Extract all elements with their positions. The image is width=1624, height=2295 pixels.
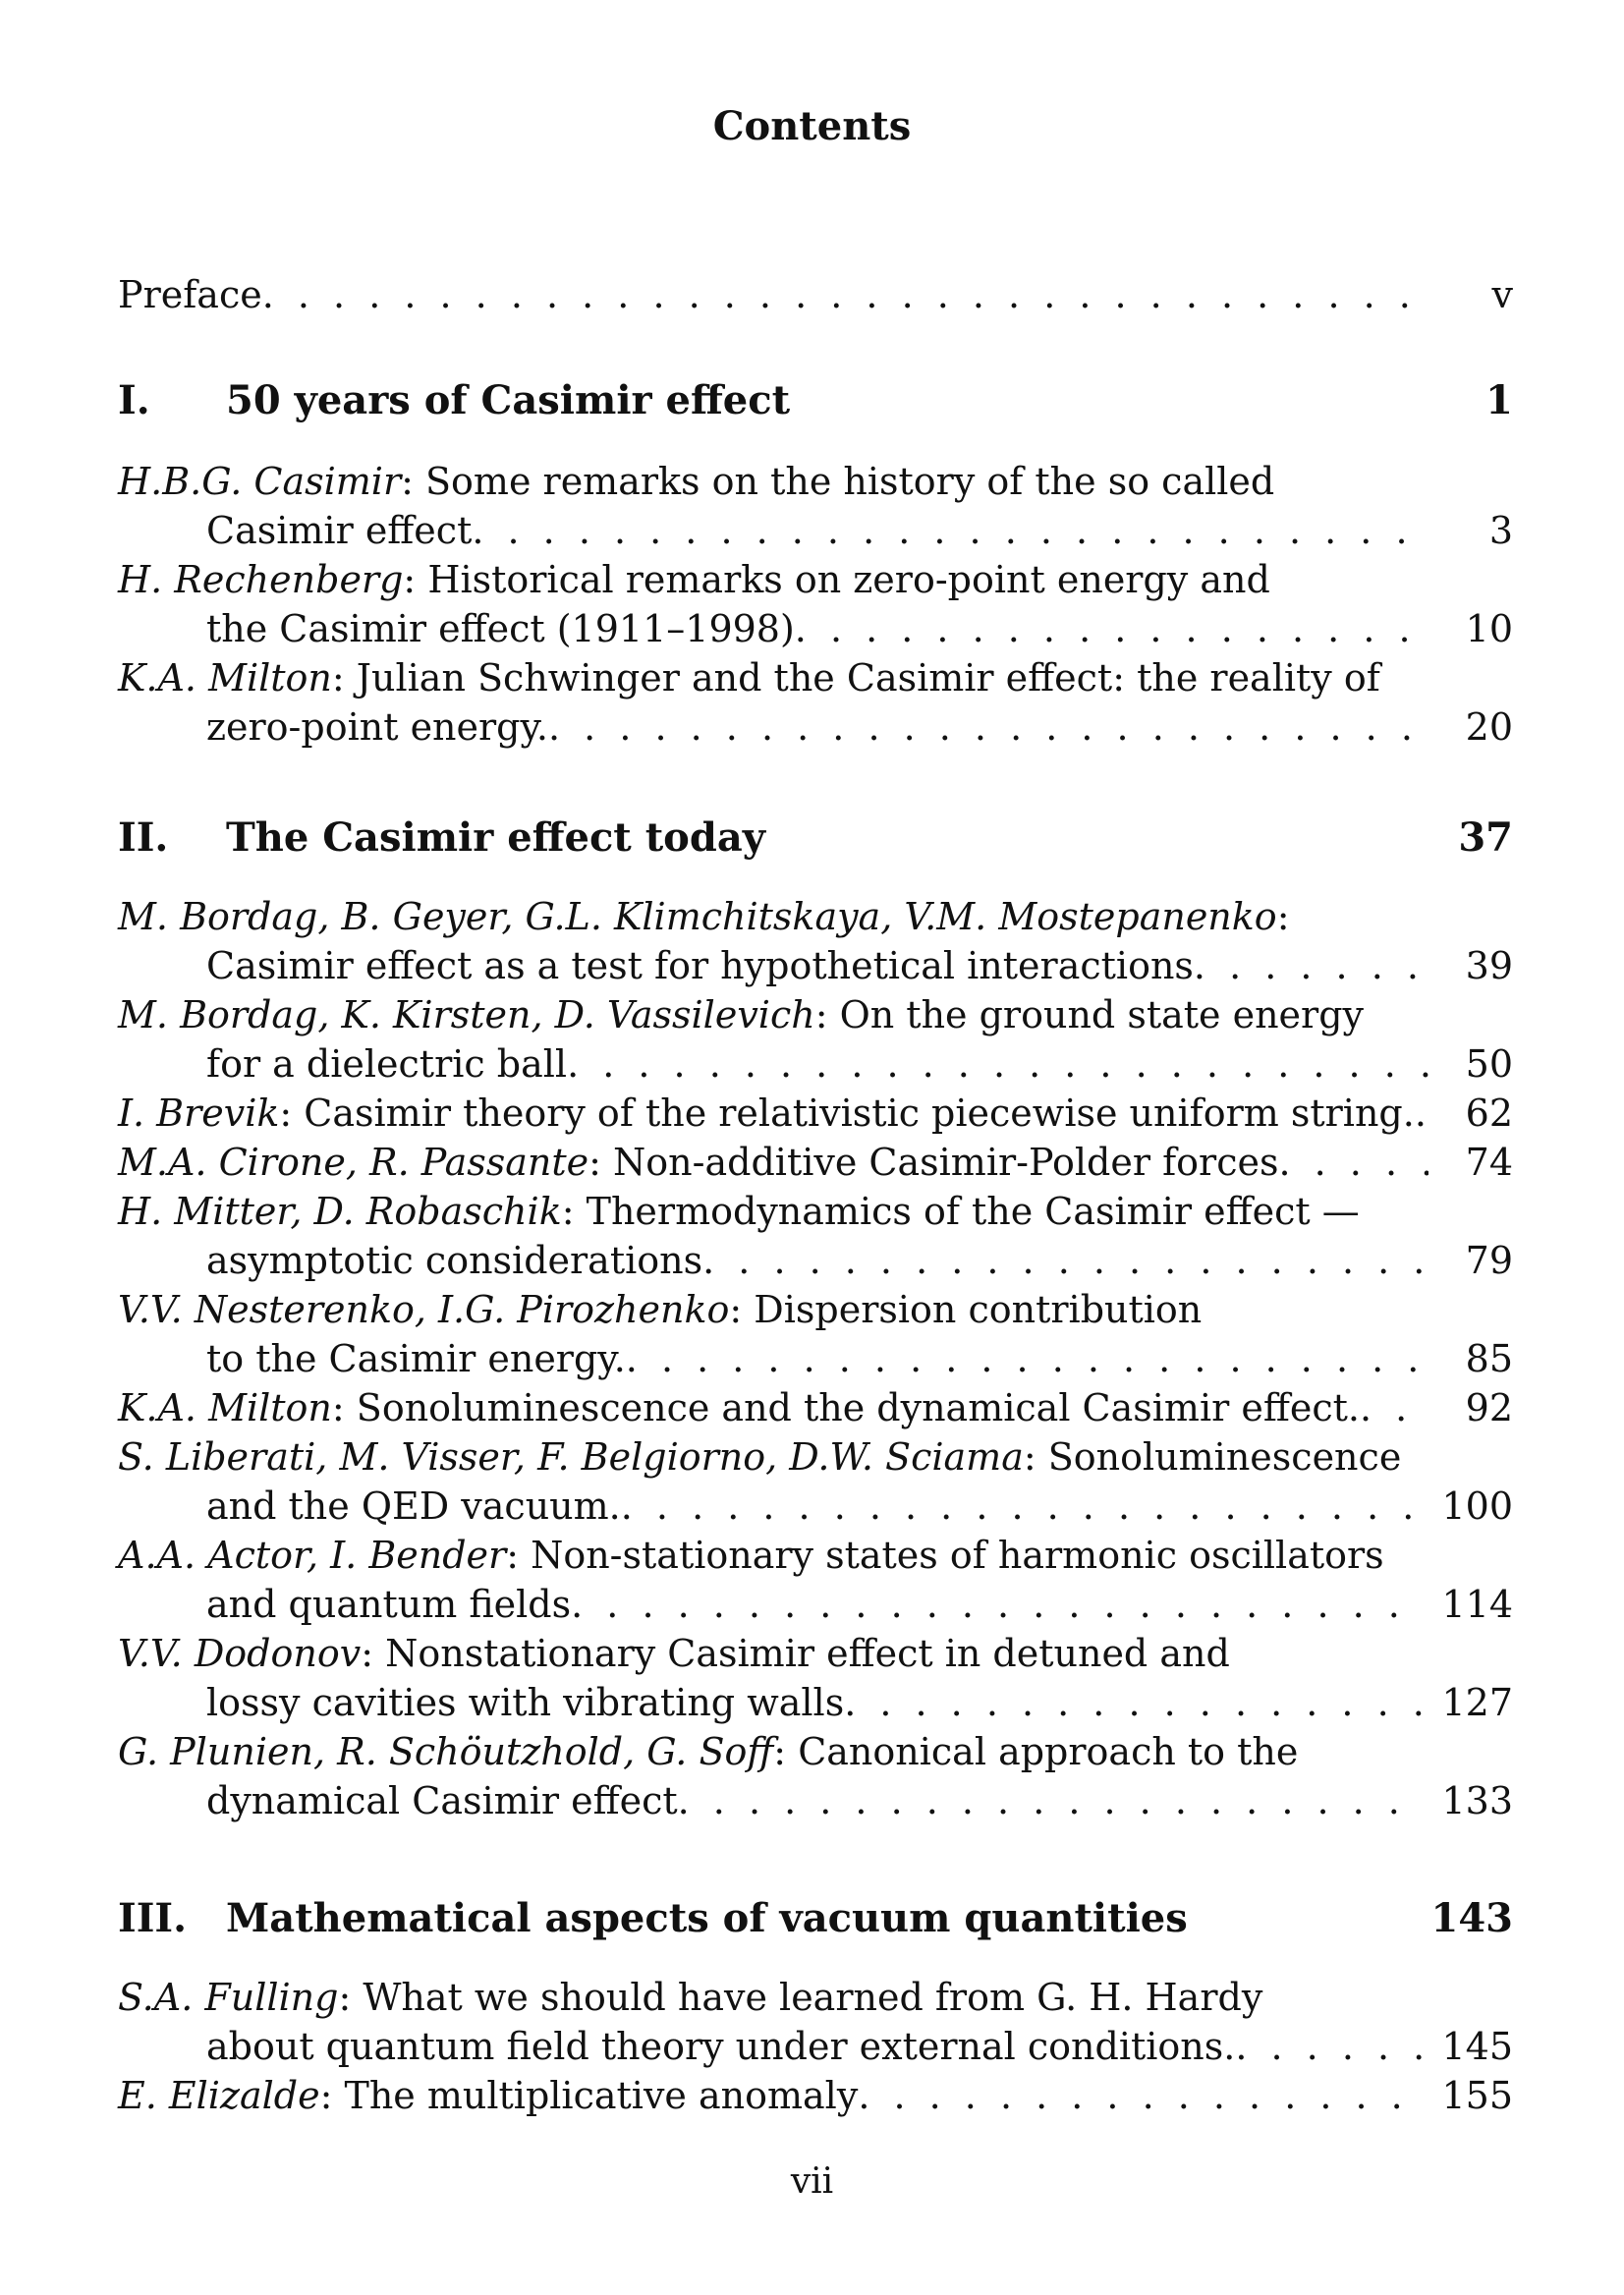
- entry-page: 114: [1441, 1583, 1513, 1626]
- toc-entry-cont: [206, 1776, 1513, 1825]
- dot-leader: [1194, 941, 1428, 990]
- toc-entry-cont: [206, 506, 1513, 555]
- dot-leader: [1278, 1138, 1428, 1187]
- entry-page: 133: [1441, 1779, 1513, 1822]
- entry-title: What we should have learned from G. H. Hardy: [363, 1976, 1263, 2019]
- entry-authors: H. Mitter, D. Robaschik: [118, 1190, 562, 1233]
- toc-entry-cont: [206, 604, 1513, 653]
- entry-title-cont: and the QED vacuum.: [206, 1484, 621, 1528]
- entry-title: Casimir theory of the relativistic piecewise uniform string.: [304, 1092, 1415, 1135]
- entry-title-cont: Casimir effect: [206, 509, 473, 552]
- entry-title: Non-stationary states of harmonic oscillators: [531, 1534, 1384, 1577]
- entry-page: 10: [1465, 607, 1513, 650]
- toc-entry[interactable]: I. Brevik: Casimir theory of the relativistic piecewise uniform string. . . . 62: [118, 1089, 1513, 1138]
- dot-leader: [844, 1678, 1426, 1727]
- entry-page: 50: [1465, 1042, 1513, 1086]
- part-heading[interactable]: [118, 813, 1513, 863]
- toc-entry-cont: [206, 1334, 1513, 1383]
- dot-leader: [1360, 1383, 1428, 1432]
- entry-page: 39: [1465, 944, 1513, 987]
- entry-title: Preface: [118, 273, 262, 316]
- entry-authors: K.A. Milton: [118, 656, 332, 700]
- entry-title: Sonoluminescence: [1047, 1435, 1402, 1479]
- part-number: III.: [118, 1895, 188, 1941]
- entry-page: 74: [1465, 1141, 1513, 1184]
- entry-authors: I. Brevik: [118, 1092, 280, 1135]
- toc-entry[interactable]: V.V. Nesterenko, I.G. Pirozhenko: Dispersion contribution: [118, 1288, 1203, 1331]
- toc-entry[interactable]: M. Bordag, K. Kirsten, D. Vassilevich: On the ground state energy: [118, 993, 1365, 1036]
- entry-authors: M. Bordag, K. Kirsten, D. Vassilevich: [118, 993, 815, 1036]
- toc-entry[interactable]: S. Liberati, M. Visser, F. Belgiorno, D.W. Sciama: Sonoluminescence: [118, 1435, 1402, 1479]
- entry-title: Non-additive Casimir-Polder forces: [613, 1141, 1279, 1184]
- entry-page: 3: [1488, 509, 1513, 552]
- entry-authors: A.A. Actor, I. Bender: [118, 1534, 507, 1577]
- entry-title: Historical remarks on zero-point energy and: [427, 558, 1270, 601]
- part-title: Mathematical aspects of vacuum quantities: [226, 1895, 1188, 1941]
- part-page: 143: [1430, 1895, 1513, 1941]
- entry-page: 85: [1465, 1337, 1513, 1380]
- toc-entry-cont: [206, 702, 1513, 752]
- toc-preface[interactable]: [118, 270, 1513, 319]
- page-title: Contents: [712, 103, 912, 149]
- dot-leader: [678, 1776, 1427, 1825]
- toc-entry[interactable]: K.A. Milton: Sonoluminescence and the dynamical Casimir effect. . . . 92: [118, 1383, 1513, 1432]
- dot-leader: [472, 506, 1428, 555]
- entry-title: Julian Schwinger and the Casimir effect: the reality of: [356, 656, 1380, 700]
- part-heading[interactable]: [118, 1894, 1513, 1943]
- toc-entry-cont: [206, 941, 1513, 990]
- part-title: 50 years of Casimir effect: [226, 377, 791, 423]
- entry-title-cont: zero-point energy.: [206, 705, 549, 749]
- toc-entry[interactable]: S.A. Fulling: What we should have learned from G. H. Hardy: [118, 1976, 1263, 2019]
- toc-entry[interactable]: V.V. Dodonov: Nonstationary Casimir effect in detuned and: [118, 1632, 1230, 1675]
- entry-authors: G. Plunien, R. Schöutzhold, G. Soff: [118, 1730, 774, 1773]
- entry-page: 145: [1441, 2025, 1513, 2068]
- part-heading[interactable]: [118, 376, 1513, 425]
- toc-entry-cont: [206, 1039, 1513, 1089]
- dot-leader: [262, 270, 1428, 319]
- entry-authors: H.B.G. Casimir: [118, 460, 402, 503]
- dot-leader: [1415, 1089, 1428, 1138]
- dot-leader: [795, 604, 1428, 653]
- entry-title: Dispersion contribution: [754, 1288, 1203, 1331]
- dot-leader: [548, 702, 1428, 752]
- entry-title-cont: and quantum fields: [206, 1583, 572, 1626]
- toc-entry-cont: [206, 1580, 1513, 1629]
- entry-title-cont: lossy cavities with vibrating walls: [206, 1681, 845, 1724]
- part-number: II.: [118, 814, 169, 861]
- part-page: 37: [1458, 814, 1513, 861]
- entry-title-cont: Casimir effect as a test for hypothetical interactions: [206, 944, 1194, 987]
- toc-entry[interactable]: H.B.G. Casimir: Some remarks on the history of the so called: [118, 460, 1275, 503]
- entry-title-cont: the Casimir effect (1911–1998): [206, 607, 795, 650]
- page-number: vii: [790, 2161, 834, 2202]
- dot-leader: [571, 1580, 1426, 1629]
- entry-title: Some remarks on the history of the so called: [425, 460, 1275, 503]
- part-number: I.: [118, 377, 150, 423]
- dot-leader: [621, 1482, 1427, 1531]
- toc-entry-cont: [206, 1236, 1513, 1285]
- toc-entry[interactable]: A.A. Actor, I. Bender: Non-stationary states of harmonic oscillators: [118, 1534, 1384, 1577]
- dot-leader: [702, 1236, 1428, 1285]
- entry-authors: S.A. Fulling: [118, 1976, 339, 2019]
- entry-title: Sonoluminescence and the dynamical Casimir effect.: [356, 1386, 1360, 1429]
- entry-authors: S. Liberati, M. Visser, F. Belgiorno, D.W. Sciama: [118, 1435, 1024, 1479]
- entry-title-cont: dynamical Casimir effect: [206, 1779, 678, 1822]
- entry-title: Nonstationary Casimir effect in detuned and: [385, 1632, 1230, 1675]
- toc-entry[interactable]: K.A. Milton: Julian Schwinger and the Casimir effect: the reality of: [118, 656, 1380, 700]
- entry-page: 79: [1465, 1239, 1513, 1282]
- entry-title-cont: about quantum field theory under external conditions.: [206, 2025, 1236, 2068]
- entry-page: 62: [1465, 1092, 1513, 1135]
- toc-entry[interactable]: M. Bordag, B. Geyer, G.L. Klimchitskaya, V.M. Mostepanenko:: [118, 895, 1290, 938]
- entry-title: The multiplicative anomaly: [344, 2074, 859, 2117]
- toc-entry[interactable]: M.A. Cirone, R. Passante: Non-additive Casimir-Polder forces . . . 74: [118, 1138, 1513, 1187]
- entry-title-cont: asymptotic considerations: [206, 1239, 703, 1282]
- dot-leader: [626, 1334, 1428, 1383]
- toc-entry-cont: [206, 1678, 1513, 1727]
- dot-leader: [1235, 2022, 1426, 2071]
- entry-authors: V.V. Nesterenko, I.G. Pirozhenko: [118, 1288, 730, 1331]
- entry-authors: H. Rechenberg: [118, 558, 404, 601]
- entry-title: Thermodynamics of the Casimir effect —: [586, 1190, 1360, 1233]
- entry-authors: V.V. Dodonov: [118, 1632, 362, 1675]
- dot-leader: [567, 1039, 1428, 1089]
- entry-page: 100: [1441, 1484, 1513, 1528]
- entry-page: 92: [1465, 1386, 1513, 1429]
- dot-leader: [858, 2071, 1426, 2120]
- toc-entry[interactable]: H. Mitter, D. Robaschik: Thermodynamics of the Casimir effect —: [118, 1190, 1360, 1233]
- entry-authors: M.A. Cirone, R. Passante: [118, 1141, 589, 1184]
- entry-authors: M. Bordag, B. Geyer, G.L. Klimchitskaya, V.M. Mostepanenko: [118, 895, 1277, 938]
- entry-title: On the ground state energy: [839, 993, 1365, 1036]
- entry-title-cont: for a dielectric ball: [206, 1042, 568, 1086]
- part-page: 1: [1485, 377, 1513, 423]
- toc-entry[interactable]: H. Rechenberg: Historical remarks on zero-point energy and: [118, 558, 1270, 601]
- entry-page: 155: [1441, 2074, 1513, 2117]
- part-title: The Casimir effect today: [226, 814, 765, 861]
- toc-entry-cont: [206, 1482, 1513, 1531]
- entry-authors: K.A. Milton: [118, 1386, 332, 1429]
- toc-entry[interactable]: G. Plunien, R. Schöutzhold, G. Soff: Canonical approach to the: [118, 1730, 1299, 1773]
- entry-page: v: [1491, 273, 1513, 316]
- entry-title-cont: to the Casimir energy.: [206, 1337, 626, 1380]
- entry-title: Canonical approach to the: [798, 1730, 1299, 1773]
- toc-entry-cont: [206, 2022, 1513, 2071]
- entry-page: 20: [1465, 705, 1513, 749]
- toc-entry[interactable]: E. Elizalde: The multiplicative anomaly . . . 155: [118, 2071, 1513, 2120]
- entry-authors: E. Elizalde: [118, 2074, 320, 2117]
- entry-page: 127: [1441, 1681, 1513, 1724]
